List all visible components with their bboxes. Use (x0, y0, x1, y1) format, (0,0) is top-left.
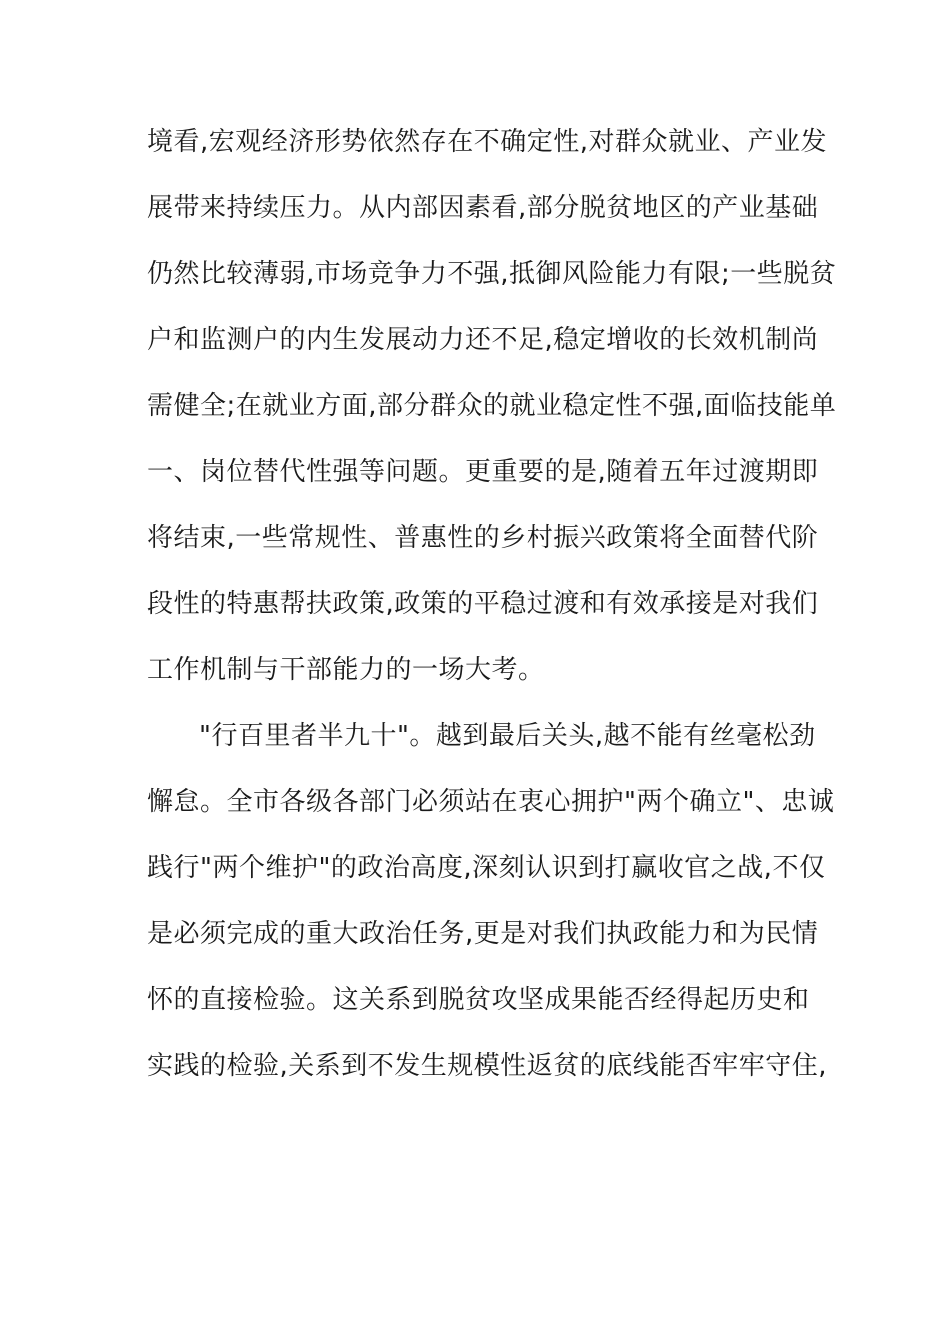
text-line: 仍然比较薄弱,市场竞争力不强,抵御风险能力有限;一些脱贫 (147, 259, 837, 289)
text-line: 将结束,一些常规性、普惠性的乡村振兴政策将全面替代阶 (147, 523, 819, 553)
text-line: 工作机制与干部能力的一场大考。 (147, 655, 545, 685)
document-body (147, 115, 837, 1105)
text-line: "行百里者半九十"。越到最后关头,越不能有丝毫松劲 (199, 721, 816, 751)
text-line: 践行"两个维护"的政治高度,深刻认识到打赢收官之战,不仅 (147, 853, 826, 883)
text-line: 展带来持续压力。从内部因素看,部分脱贫地区的产业基础 (147, 193, 819, 223)
paragraph-1 (147, 115, 837, 709)
text-line: 是必须完成的重大政治任务,更是对我们执政能力和为民情 (147, 919, 819, 949)
text-line: 实践的检验,关系到不发生规模性返贫的底线能否牢牢守住, (147, 1051, 828, 1081)
paragraph-2 (147, 709, 835, 1105)
text-line: 懈怠。全市各级各部门必须站在衷心拥护"两个确立"、忠诚 (147, 787, 835, 817)
text-line: 需健全;在就业方面,部分群众的就业稳定性不强,面临技能单 (147, 391, 837, 421)
text-line: 段性的特惠帮扶政策,政策的平稳过渡和有效承接是对我们 (147, 589, 819, 619)
text-line: 一、岗位替代性强等问题。更重要的是,随着五年过渡期即 (147, 457, 819, 487)
text-line: 户和监测户的内生发展动力还不足,稳定增收的长效机制尚 (147, 325, 819, 355)
text-line: 怀的直接检验。这关系到脱贫攻坚成果能否经得起历史和 (147, 985, 810, 1015)
text-line: 境看,宏观经济形势依然存在不确定性,对群众就业、产业发 (147, 127, 828, 157)
